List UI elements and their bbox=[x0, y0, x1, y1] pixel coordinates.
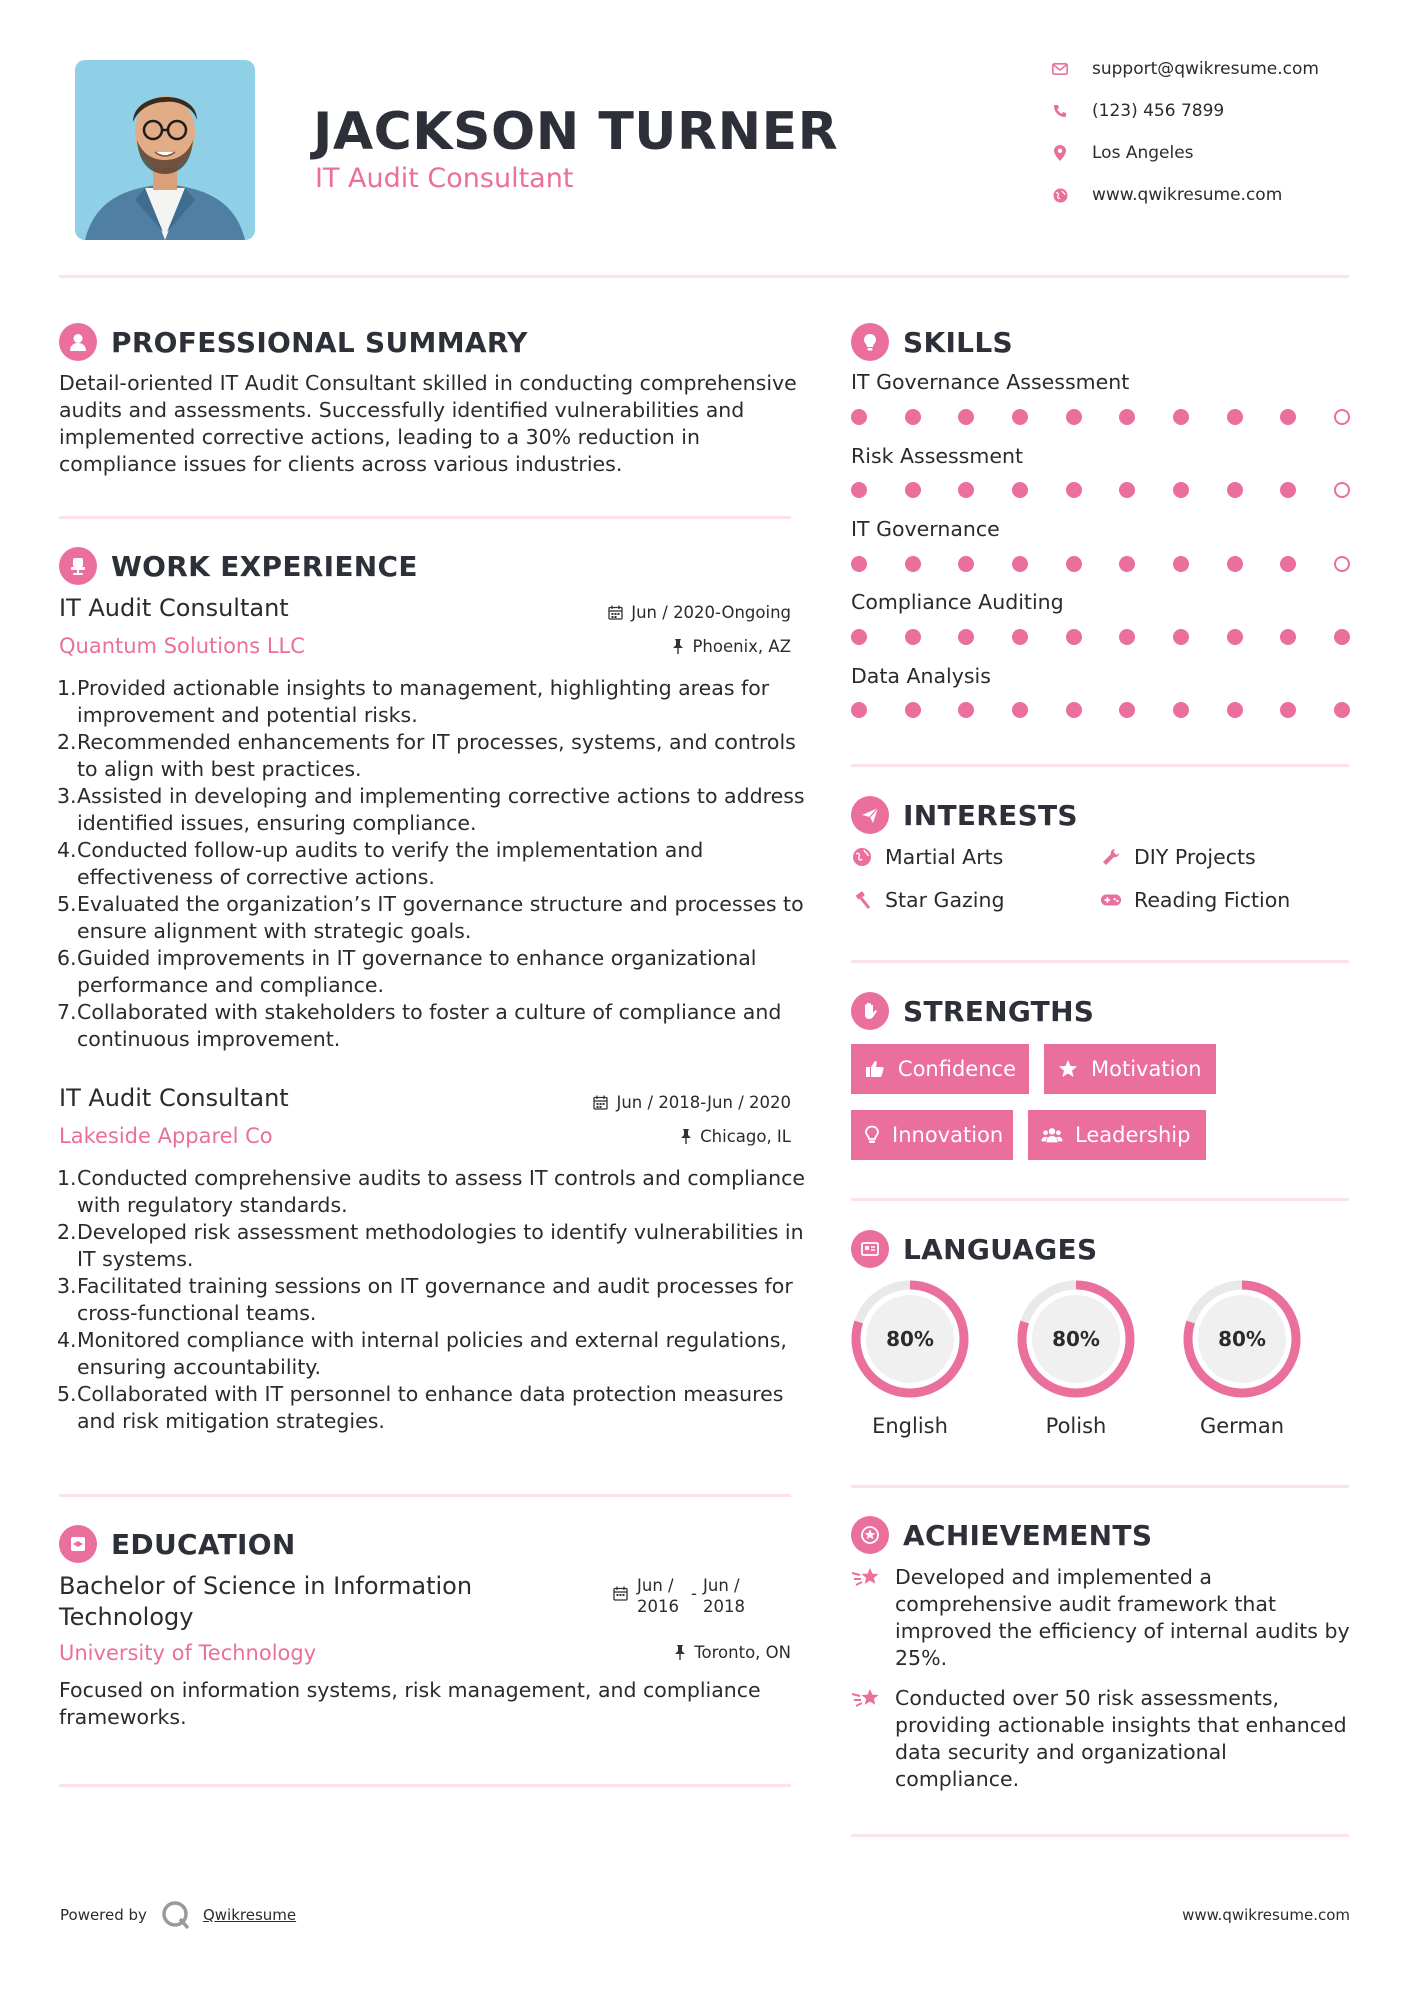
achievement-1 bbox=[851, 1564, 1351, 1672]
list-item: Evaluated the organization’s IT governance structure and processes to ensure alignment with strategic goals. bbox=[77, 892, 804, 943]
qwikresume-logo-icon bbox=[161, 1900, 191, 1930]
job-2-bullets bbox=[59, 1165, 817, 1435]
achievement-text: Developed and implemented a comprehensive audit framework that improved the efficiency of internal audits by 25%. bbox=[895, 1565, 1350, 1670]
contact-website[interactable] bbox=[1052, 185, 1282, 205]
skills-heading: SKILLS bbox=[903, 325, 1013, 359]
rating-dot-filled bbox=[1119, 482, 1135, 498]
lightbulb-icon bbox=[851, 323, 889, 361]
strength-label: Innovation bbox=[892, 1123, 1004, 1147]
rating-dot-filled bbox=[851, 556, 867, 572]
job-1-bullets bbox=[59, 675, 817, 1053]
rating-dot-filled bbox=[1334, 702, 1350, 718]
phone-icon bbox=[1052, 103, 1068, 119]
strength-confidence bbox=[851, 1044, 1029, 1094]
calendar-icon bbox=[593, 1095, 608, 1110]
rating-dot-filled bbox=[1066, 702, 1082, 718]
skill-4-name: Compliance Auditing bbox=[851, 590, 1064, 614]
list-item: Monitored compliance with internal policies and external regulations, ensuring accountability. bbox=[77, 1328, 787, 1379]
summary-header bbox=[59, 323, 528, 361]
rating-dot-filled bbox=[1280, 482, 1296, 498]
list-item: Collaborated with stakeholders to foster a culture of compliance and continuous improvement. bbox=[77, 1000, 782, 1051]
rating-dot-filled bbox=[1012, 702, 1028, 718]
skill-4-rating bbox=[851, 629, 1350, 647]
phone-text: (123) 456 7899 bbox=[1092, 101, 1225, 121]
education-description: Focused on information systems, risk management, and compliance frameworks. bbox=[59, 1678, 761, 1729]
interest-star-gazing bbox=[851, 888, 1004, 912]
rating-dot-filled bbox=[958, 556, 974, 572]
qwikresume-link[interactable]: Qwikresume bbox=[202, 1906, 297, 1924]
job-1-title: IT Audit Consultant bbox=[59, 594, 289, 622]
strengths-divider bbox=[851, 1198, 1349, 1201]
rating-dot-filled bbox=[1280, 556, 1296, 572]
education-start: Jun / 2016 bbox=[637, 1576, 679, 1616]
languages-heading: LANGUAGES bbox=[903, 1232, 1098, 1266]
rating-dot-filled bbox=[1173, 629, 1189, 645]
footer-powered-by bbox=[60, 1900, 296, 1930]
job-2-date-text: Jun / 2018-Jun / 2020 bbox=[616, 1093, 791, 1112]
interests-heading: INTERESTS bbox=[903, 798, 1078, 832]
summary-text: Detail-oriented IT Audit Consultant skilled in conducting comprehensive audits and assessments. Successfully identified vulnerabilities and implemented corrective actions, leading to a 30% reduction in compliance issues for clients across various industries. bbox=[59, 371, 797, 476]
shooting-star-icon bbox=[851, 1685, 881, 1793]
contact-phone[interactable] bbox=[1052, 101, 1224, 121]
job-2-location-text: Chicago, IL bbox=[700, 1127, 791, 1146]
skill-3-name: IT Governance bbox=[851, 517, 1000, 541]
interest-label: Martial Arts bbox=[885, 845, 1004, 869]
rating-dot-filled bbox=[1173, 482, 1189, 498]
rating-dot-filled bbox=[1227, 409, 1243, 425]
list-item: Conducted comprehensive audits to assess IT controls and compliance with regulatory standards. bbox=[77, 1166, 805, 1217]
language-ring bbox=[1015, 1278, 1137, 1400]
globe-icon bbox=[1052, 187, 1068, 203]
gavel-icon bbox=[851, 889, 873, 911]
summary-heading: PROFESSIONAL SUMMARY bbox=[111, 325, 528, 359]
skill-1-rating bbox=[851, 409, 1350, 427]
id-card-icon bbox=[851, 1230, 889, 1268]
header-divider bbox=[59, 275, 1349, 278]
profile-photo bbox=[75, 60, 255, 240]
rating-dot-filled bbox=[1280, 702, 1296, 718]
map-pin-icon bbox=[1052, 145, 1068, 161]
rating-dot-filled bbox=[1119, 702, 1135, 718]
star-icon bbox=[1057, 1058, 1079, 1080]
education-divider bbox=[59, 1784, 791, 1787]
shooting-star-icon bbox=[851, 1564, 881, 1672]
contact-email[interactable] bbox=[1052, 59, 1319, 79]
job-1-date bbox=[608, 603, 791, 622]
language-percent: 80% bbox=[886, 1327, 934, 1351]
rating-dot-filled bbox=[1227, 482, 1243, 498]
graduation-icon bbox=[59, 1525, 97, 1563]
language-english bbox=[849, 1278, 971, 1438]
website-text: www.qwikresume.com bbox=[1092, 185, 1283, 205]
language-ring bbox=[1181, 1278, 1303, 1400]
language-percent: 80% bbox=[1218, 1327, 1266, 1351]
strength-innovation bbox=[851, 1110, 1013, 1160]
strength-label: Leadership bbox=[1075, 1123, 1191, 1147]
envelope-icon bbox=[1052, 61, 1068, 77]
pushpin-icon bbox=[672, 639, 684, 654]
summary-divider bbox=[59, 516, 791, 519]
job-1-date-text: Jun / 2020-Ongoing bbox=[631, 603, 791, 622]
rating-dot-filled bbox=[905, 702, 921, 718]
language-german bbox=[1181, 1278, 1303, 1438]
skills-header bbox=[851, 323, 1013, 361]
rating-dot-filled bbox=[1119, 629, 1135, 645]
job-1-company: Quantum Solutions LLC bbox=[59, 634, 305, 658]
star-badge-icon bbox=[851, 1516, 889, 1554]
education-dates bbox=[613, 1575, 751, 1617]
interest-martial-arts bbox=[851, 845, 1003, 869]
rating-dot-filled bbox=[1173, 409, 1189, 425]
skill-3-rating bbox=[851, 556, 1350, 574]
strength-label: Motivation bbox=[1091, 1057, 1202, 1081]
list-item: Facilitated training sessions on IT governance and audit processes for cross-functional teams. bbox=[77, 1274, 793, 1325]
job-2-company: Lakeside Apparel Co bbox=[59, 1124, 273, 1148]
achievements-header bbox=[851, 1516, 1152, 1554]
rating-dot-filled bbox=[1066, 482, 1082, 498]
rating-dot-filled bbox=[905, 409, 921, 425]
rating-dot-filled bbox=[1227, 556, 1243, 572]
list-item: Conducted follow-up audits to verify the implementation and effectiveness of corrective actions. bbox=[77, 838, 704, 889]
rating-dot-filled bbox=[1012, 482, 1028, 498]
location-text: Los Angeles bbox=[1092, 143, 1194, 163]
briefcase-chair-icon bbox=[59, 547, 97, 585]
strengths-heading: STRENGTHS bbox=[903, 994, 1095, 1028]
pushpin-icon bbox=[680, 1129, 692, 1144]
email-text: support@qwikresume.com bbox=[1092, 59, 1319, 79]
rating-dot-filled bbox=[851, 702, 867, 718]
achievements-divider bbox=[851, 1834, 1349, 1837]
education-degree: Bachelor of Science in Information Technology bbox=[59, 1572, 473, 1631]
strength-leadership bbox=[1028, 1110, 1206, 1160]
interest-label: Reading Fiction bbox=[1134, 888, 1291, 912]
candidate-title: IT Audit Consultant bbox=[315, 163, 574, 194]
rating-dot-filled bbox=[1119, 409, 1135, 425]
rating-dot-filled bbox=[958, 482, 974, 498]
job-1-location bbox=[672, 637, 791, 656]
education-location bbox=[674, 1643, 791, 1662]
strengths-header bbox=[851, 992, 1094, 1030]
rating-dot-filled bbox=[1173, 702, 1189, 718]
paper-plane-icon bbox=[851, 796, 889, 834]
experience-header bbox=[59, 547, 418, 585]
language-name: Polish bbox=[1045, 1414, 1107, 1438]
globe-icon bbox=[851, 846, 873, 868]
pushpin-icon bbox=[674, 1645, 686, 1660]
education-heading: EDUCATION bbox=[111, 1527, 296, 1561]
rating-dot-filled bbox=[905, 556, 921, 572]
interest-diy-projects bbox=[1100, 845, 1256, 869]
users-icon bbox=[1041, 1124, 1063, 1146]
skill-5-rating bbox=[851, 702, 1350, 720]
job-2-location bbox=[680, 1127, 791, 1146]
language-name: English bbox=[872, 1414, 948, 1438]
list-item: Assisted in developing and implementing corrective actions to address identified issues, ensuring compliance. bbox=[77, 784, 805, 835]
rating-dot-filled bbox=[1227, 629, 1243, 645]
experience-heading: WORK EXPERIENCE bbox=[111, 549, 418, 583]
list-item: Guided improvements in IT governance to enhance organizational performance and compliance. bbox=[77, 946, 757, 997]
rating-dot-filled bbox=[1119, 556, 1135, 572]
calendar-icon bbox=[608, 605, 623, 620]
list-item: Developed risk assessment methodologies to identify vulnerabilities in IT systems. bbox=[77, 1220, 804, 1271]
education-location-text: Toronto, ON bbox=[694, 1643, 791, 1662]
skill-1-name: IT Governance Assessment bbox=[851, 370, 1130, 394]
wrench-icon bbox=[1100, 846, 1122, 868]
rating-dot-empty bbox=[1334, 556, 1350, 572]
rating-dot-filled bbox=[1066, 556, 1082, 572]
interest-label: DIY Projects bbox=[1134, 845, 1256, 869]
language-percent: 80% bbox=[1052, 1327, 1100, 1351]
skill-5-name: Data Analysis bbox=[851, 664, 991, 688]
rating-dot-filled bbox=[1173, 556, 1189, 572]
list-item: Collaborated with IT personnel to enhance data protection measures and risk mitigation strategies. bbox=[77, 1382, 784, 1433]
language-polish bbox=[1015, 1278, 1137, 1438]
interests-divider bbox=[851, 960, 1349, 963]
user-icon bbox=[59, 323, 97, 361]
strength-label: Confidence bbox=[897, 1057, 1016, 1081]
language-ring bbox=[849, 1278, 971, 1400]
skill-2-name: Risk Assessment bbox=[851, 444, 1023, 468]
rating-dot-filled bbox=[1227, 702, 1243, 718]
footer-website[interactable]: www.qwikresume.com bbox=[1182, 1906, 1350, 1924]
job-2-date bbox=[593, 1093, 791, 1112]
interests-header bbox=[851, 796, 1078, 834]
powered-by-text: Powered by bbox=[60, 1906, 147, 1924]
rating-dot-filled bbox=[958, 629, 974, 645]
rating-dot-filled bbox=[1012, 556, 1028, 572]
strength-motivation bbox=[1044, 1044, 1216, 1094]
languages-header bbox=[851, 1230, 1097, 1268]
education-school: University of Technology bbox=[59, 1641, 317, 1665]
interest-label: Star Gazing bbox=[885, 888, 1005, 912]
gamepad-icon bbox=[1100, 889, 1122, 911]
list-item: Recommended enhancements for IT processes, systems, and controls to align with best practices. bbox=[77, 730, 796, 781]
contact-location bbox=[1052, 143, 1194, 163]
language-name: German bbox=[1199, 1414, 1285, 1438]
rating-dot-empty bbox=[1334, 409, 1350, 425]
rating-dot-filled bbox=[1280, 629, 1296, 645]
languages-divider bbox=[851, 1485, 1349, 1488]
rating-dot-filled bbox=[851, 629, 867, 645]
rating-dot-filled bbox=[1012, 629, 1028, 645]
rating-dot-empty bbox=[1334, 482, 1350, 498]
rating-dot-filled bbox=[851, 482, 867, 498]
job-2-title: IT Audit Consultant bbox=[59, 1084, 289, 1112]
achievement-text: Conducted over 50 risk assessments, providing actionable insights that enhanced data security and organizational compliance. bbox=[895, 1686, 1347, 1791]
rating-dot-filled bbox=[905, 482, 921, 498]
education-date-sep: - bbox=[691, 1584, 697, 1603]
hand-icon bbox=[851, 992, 889, 1030]
rating-dot-filled bbox=[958, 702, 974, 718]
rating-dot-filled bbox=[958, 409, 974, 425]
experience-divider bbox=[59, 1494, 791, 1497]
achievement-2 bbox=[851, 1685, 1351, 1793]
job-1-location-text: Phoenix, AZ bbox=[692, 637, 791, 656]
lightbulb-icon bbox=[864, 1124, 880, 1146]
education-header bbox=[59, 1525, 296, 1563]
achievements-heading: ACHIEVEMENTS bbox=[903, 1518, 1153, 1552]
education-end: Jun / 2018 bbox=[703, 1576, 745, 1616]
interest-reading-fiction bbox=[1100, 888, 1290, 912]
rating-dot-filled bbox=[851, 409, 867, 425]
rating-dot-filled bbox=[1066, 629, 1082, 645]
list-item: Provided actionable insights to management, highlighting areas for improvement and potential risks. bbox=[77, 676, 770, 727]
rating-dot-filled bbox=[1066, 409, 1082, 425]
rating-dot-filled bbox=[905, 629, 921, 645]
rating-dot-filled bbox=[1280, 409, 1296, 425]
skill-2-rating bbox=[851, 482, 1350, 500]
rating-dot-filled bbox=[1012, 409, 1028, 425]
skills-divider bbox=[851, 764, 1349, 767]
rating-dot-filled bbox=[1334, 629, 1350, 645]
thumbs-up-icon bbox=[864, 1058, 886, 1080]
calendar-icon bbox=[613, 1586, 628, 1601]
candidate-name: JACKSON TURNER bbox=[313, 102, 839, 162]
